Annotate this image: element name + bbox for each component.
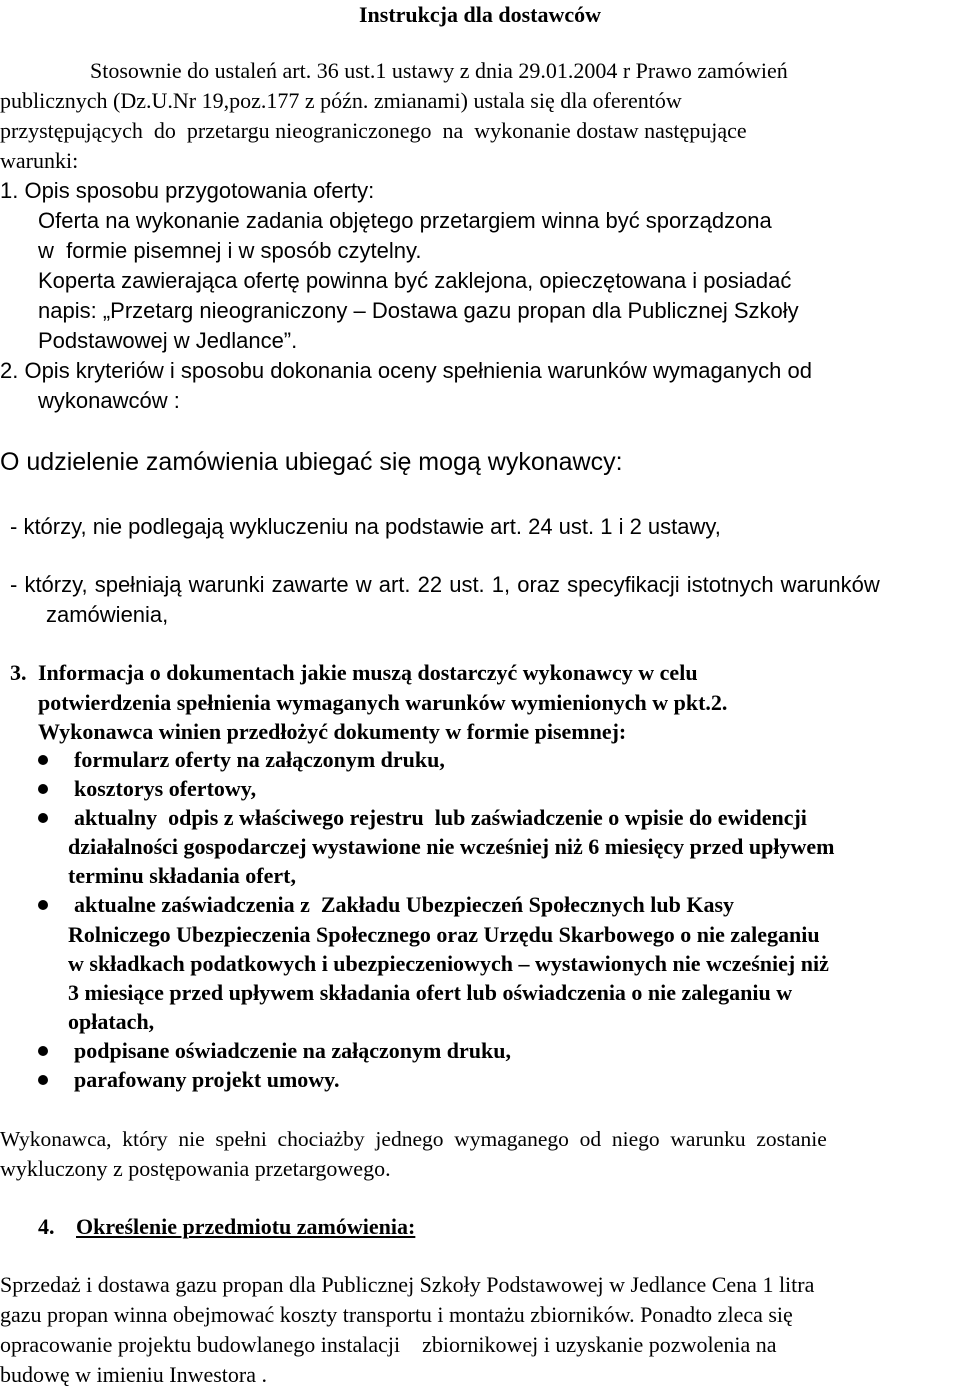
- exclusion-line-2: wykluczony z postępowania przetargowego.: [0, 1156, 391, 1181]
- intro-line-3: przystępujących do przetargu nieograniczonego na wykonanie dostaw następujące: [0, 118, 747, 143]
- section1-line-1: Oferta na wykonanie zadania objętego przetargiem winna być sporządzona: [38, 208, 772, 233]
- document-item-4-line-4: 3 miesiące przed upływem składania ofert lub oświadczenia o nie zaleganiu w: [68, 980, 793, 1005]
- section3-line-3: Wykonawca winien przedłożyć dokumenty w formie pisemnej:: [38, 719, 627, 744]
- eligibility-item-2-line-2: zamówienia,: [46, 602, 169, 627]
- document-item-5: podpisane oświadczenie na załączonym druku,: [74, 1038, 511, 1063]
- section1-line-5: Podstawowej w Jedlance”.: [38, 328, 298, 353]
- section4-number: 4.: [38, 1214, 55, 1239]
- section1-line-3: Koperta zawierająca ofertę powinna być zaklejona, opieczętowana i posiadać: [38, 268, 792, 293]
- document-item-4-line-3: w składkach podatkowych i ubezpieczeniowych – wystawionych nie wcześniej niż: [68, 951, 829, 976]
- section2-line-2: wykonawców :: [38, 388, 180, 413]
- intro-line-4: warunki:: [0, 148, 79, 173]
- document-item-4-line-5: opłatach,: [68, 1009, 155, 1034]
- document-item-4-line-1: aktualne zaświadczenia z Zakładu Ubezpieczeń Społecznych lub Kasy: [74, 892, 735, 917]
- section3-line-2: potwierdzenia spełnienia wymaganych warunków wymienionych w pkt.2.: [38, 690, 728, 715]
- document-item-6: parafowany projekt umowy.: [74, 1067, 340, 1092]
- section3-number: 3.: [10, 660, 27, 685]
- document-item-4-line-2: Rolniczego Ubezpieczenia Społecznego oraz Urzędu Skarbowego o nie zaleganiu: [68, 922, 820, 947]
- intro-line-1: Stosownie do ustaleń art. 36 ust.1 ustawy z dnia 29.01.2004 r Prawo zamówień: [90, 58, 788, 83]
- document-item-3-line-1: aktualny odpis z właściwego rejestru lub zaświadczenie o wpisie do ewidencji: [74, 805, 807, 830]
- eligibility-heading: O udzielenie zamówienia ubiegać się mogą wykonawcy:: [0, 448, 623, 476]
- bullet-icon: [38, 784, 48, 794]
- bullet-icon: [38, 900, 48, 910]
- document-title: Instrukcja dla dostawców: [358, 2, 602, 27]
- document-item-2: kosztorys ofertowy,: [74, 776, 257, 801]
- bullet-icon: [38, 1075, 48, 1085]
- bullet-icon: [38, 1046, 48, 1056]
- bullet-icon: [38, 755, 48, 765]
- section4-line-4: budowę w imieniu Inwestora .: [0, 1362, 267, 1387]
- section4-heading: Określenie przedmiotu zamówienia:: [76, 1214, 416, 1239]
- section1-line-2: w formie pisemnej i w sposób czytelny.: [38, 238, 422, 263]
- section4-line-1: Sprzedaż i dostawa gazu propan dla Publicznej Szkoły Podstawowej w Jedlance Cena 1 litra: [0, 1272, 815, 1297]
- section2-line-1: 2. Opis kryteriów i sposobu dokonania oceny spełnienia warunków wymaganych od: [0, 358, 813, 383]
- document-item-3-line-2: działalności gospodarczej wystawione nie wcześniej niż 6 miesięcy przed upływem: [68, 834, 835, 859]
- section4-line-3: opracowanie projektu budowlanego instalacji zbiornikowej i uzyskanie pozwolenia na: [0, 1332, 777, 1357]
- eligibility-item-2-line-1: - którzy, spełniają warunki zawarte w art. 22 ust. 1, oraz specyfikacji istotnych warunków: [10, 572, 880, 597]
- document-item-3-line-3: terminu składania ofert,: [68, 863, 296, 888]
- section1-line-4: napis: „Przetarg nieograniczony – Dostawa gazu propan dla Publicznej Szkoły: [38, 298, 799, 323]
- intro-line-2: publicznych (Dz.U.Nr 19,poz.177 z późn. zmianami) ustala się dla oferentów: [0, 88, 682, 113]
- section3-line-1: Informacja o dokumentach jakie muszą dostarczyć wykonawcy w celu: [38, 660, 698, 685]
- document-item-1: formularz oferty na załączonym druku,: [74, 747, 445, 772]
- eligibility-item-1: - którzy, nie podlegają wykluczeniu na podstawie art. 24 ust. 1 i 2 ustawy,: [10, 514, 721, 539]
- section1-heading: 1. Opis sposobu przygotowania oferty:: [0, 178, 375, 203]
- section4-line-2: gazu propan winna obejmować koszty transportu i montażu zbiorników. Ponadto zleca się: [0, 1302, 793, 1327]
- bullet-icon: [38, 813, 48, 823]
- exclusion-line-1: Wykonawca, który nie spełni chociażby jednego wymaganego od niego warunku zostanie: [0, 1127, 827, 1151]
